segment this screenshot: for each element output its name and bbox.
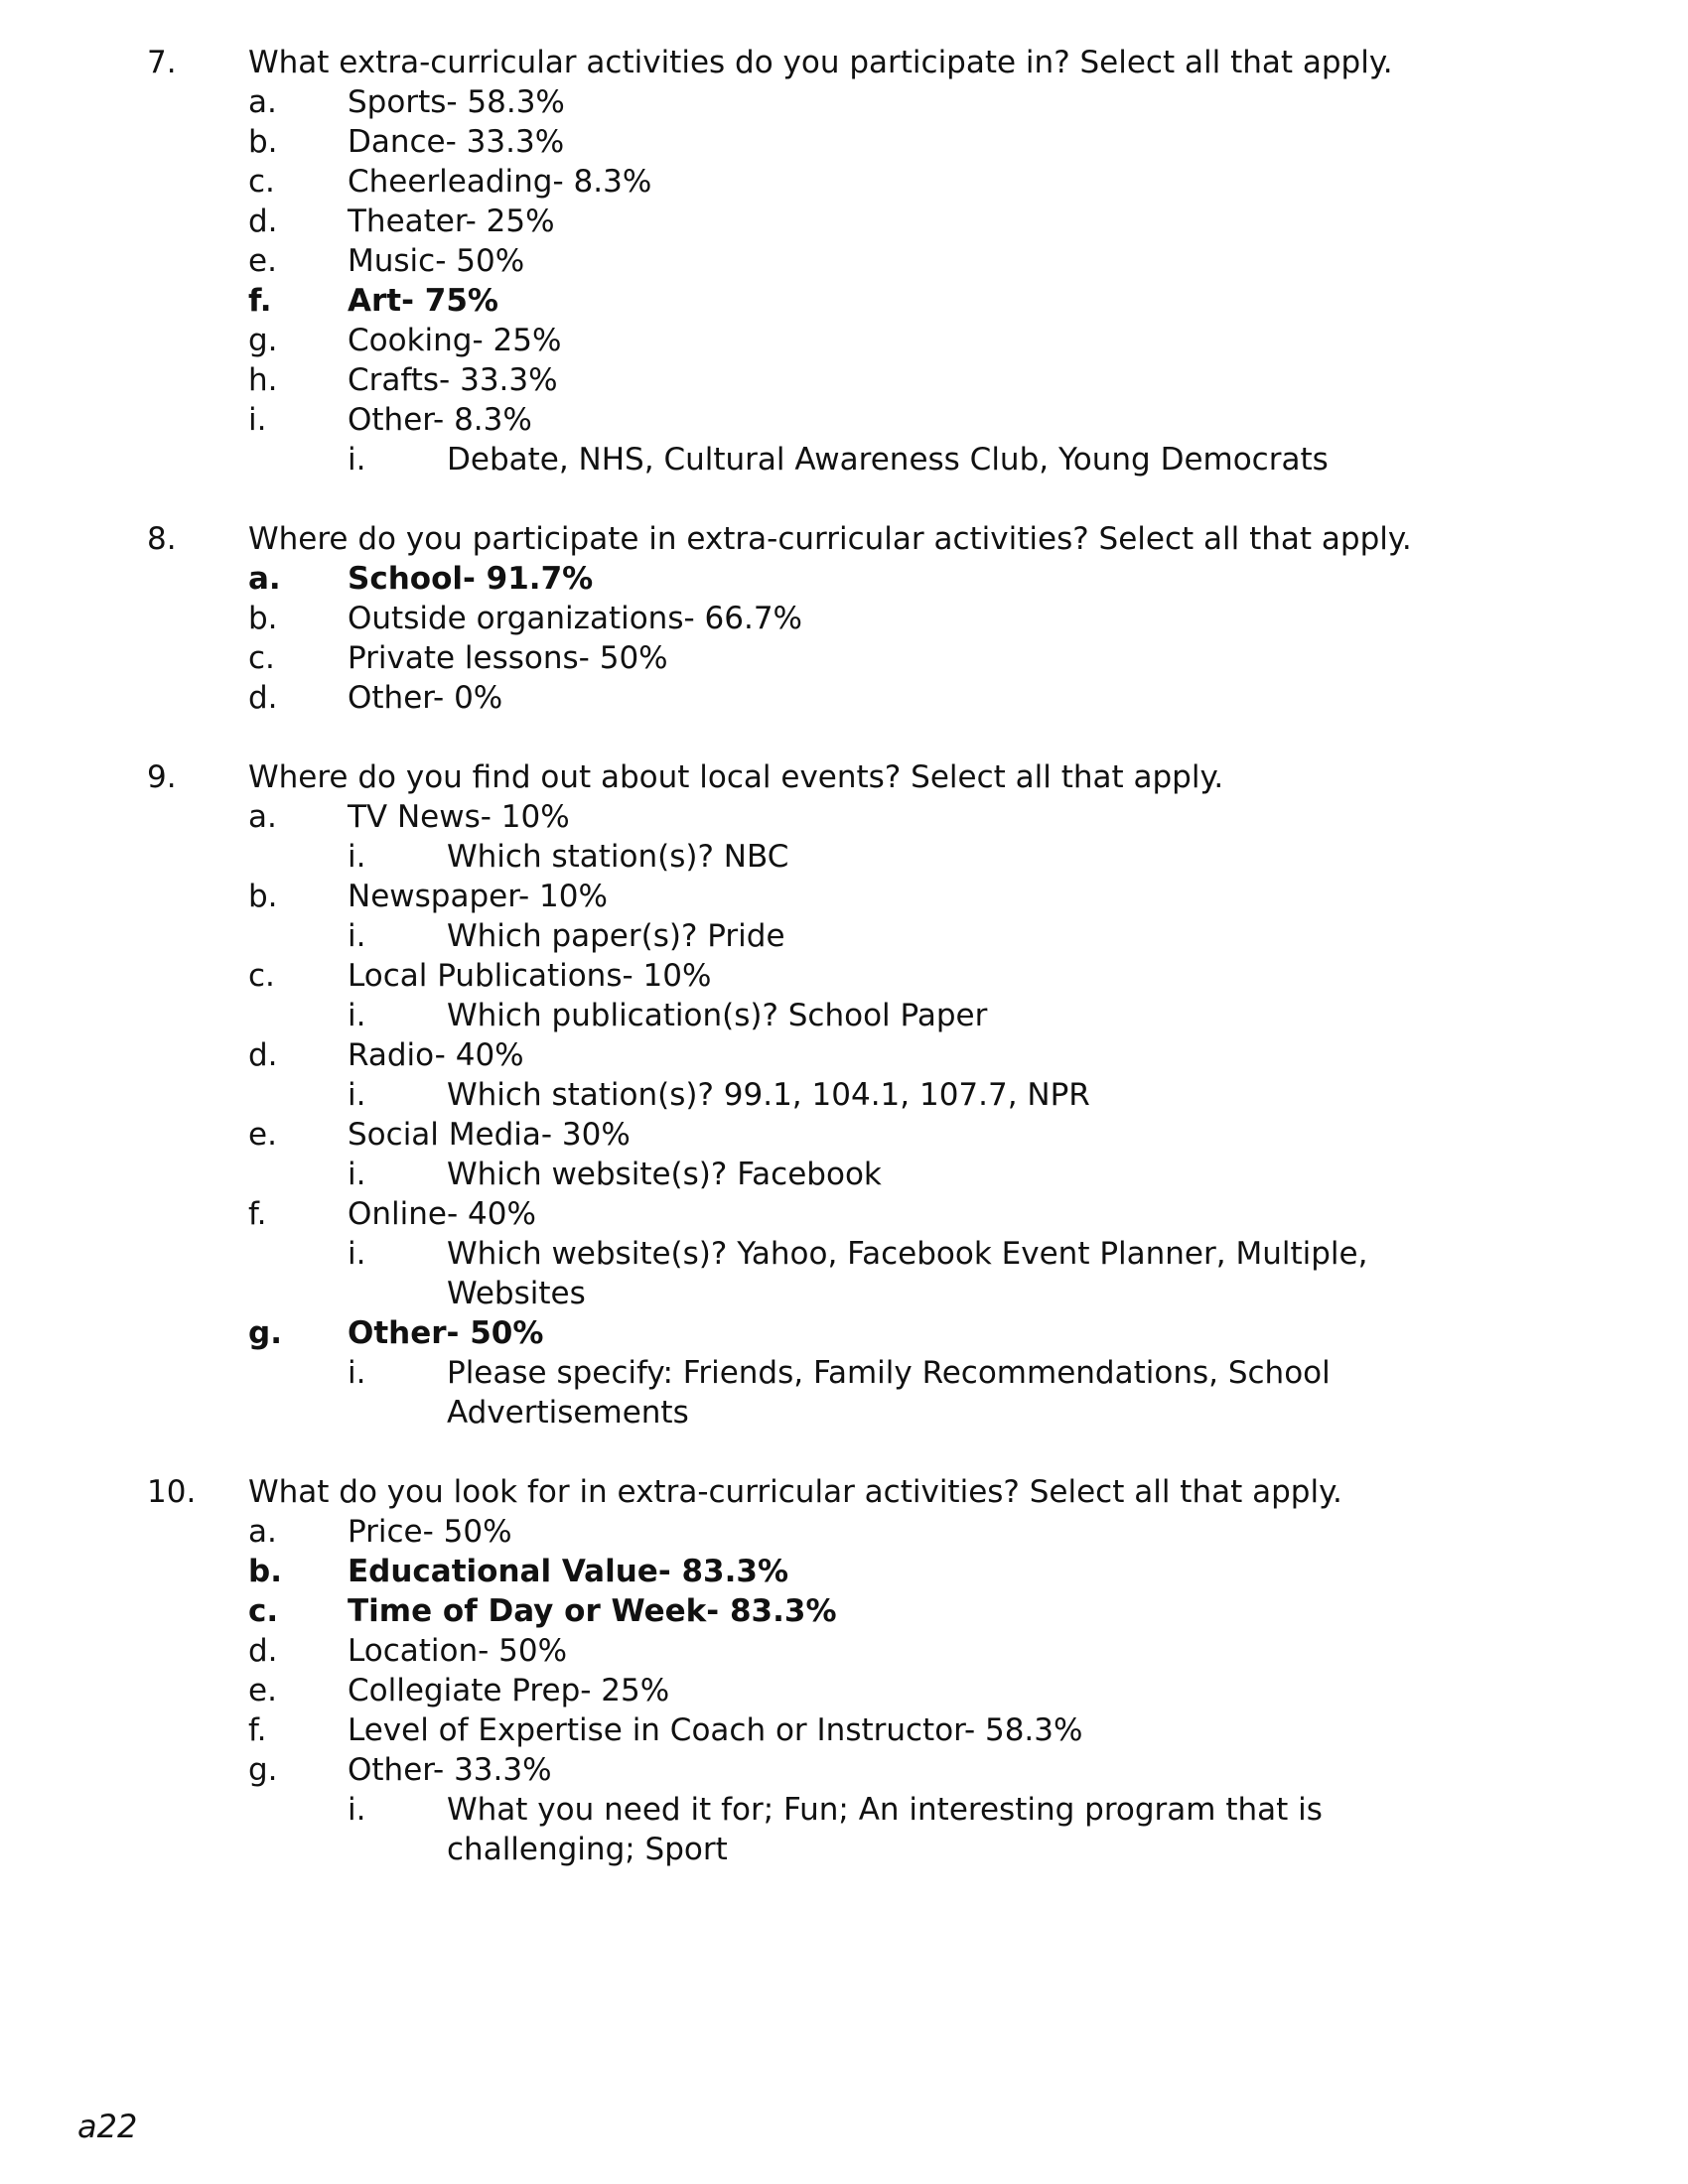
- sub-text: Websites: [447, 1276, 586, 1311]
- option-item: [0, 1035, 1688, 1075]
- sub-item-continuation: [0, 1274, 1688, 1313]
- sub-item-continuation: [0, 1830, 1688, 1869]
- question-text: What extra-curricular activities do you participate in? Select all that apply.: [248, 45, 1393, 80]
- sub-text: Which website(s)? Yahoo, Facebook Event Planner, Multiple,: [447, 1236, 1368, 1272]
- sub-item: [0, 1353, 1688, 1393]
- option-text: Dance- 33.3%: [348, 124, 565, 160]
- question-number: 10.: [147, 1474, 197, 1510]
- question-text: Where do you find out about local events? Select all that apply.: [248, 759, 1224, 795]
- option-marker: d.: [248, 204, 278, 239]
- spacer: [0, 479, 1688, 519]
- option-item: [0, 1750, 1688, 1790]
- option-text: Newspaper- 10%: [348, 879, 608, 914]
- option-marker: c.: [248, 640, 275, 676]
- option-item: [0, 678, 1688, 718]
- sub-marker: i.: [348, 1077, 366, 1113]
- option-item: [0, 1115, 1688, 1155]
- option-text: Other- 8.3%: [348, 402, 532, 438]
- sub-text: Which paper(s)? Pride: [447, 918, 785, 954]
- option-marker: f.: [248, 1196, 267, 1232]
- sub-marker: i.: [348, 998, 366, 1033]
- option-text: Art- 75%: [348, 283, 498, 319]
- option-text: Cooking- 25%: [348, 323, 562, 358]
- sub-text: Which station(s)? 99.1, 104.1, 107.7, NPR: [447, 1077, 1090, 1113]
- option-text: Level of Expertise in Coach or Instructor- 58.3%: [348, 1712, 1083, 1748]
- sub-item: [0, 1075, 1688, 1115]
- sub-marker: i.: [348, 1355, 366, 1391]
- option-item: [0, 162, 1688, 202]
- question-number: 9.: [147, 759, 177, 795]
- option-text: Radio- 40%: [348, 1037, 524, 1073]
- sub-item-continuation: [0, 1393, 1688, 1433]
- option-marker: b.: [248, 601, 278, 636]
- option-marker: d.: [248, 680, 278, 716]
- option-text: Crafts- 33.3%: [348, 362, 558, 398]
- option-text: TV News- 10%: [348, 799, 570, 835]
- option-text: Time of Day or Week- 83.3%: [348, 1593, 837, 1629]
- option-marker: c.: [248, 958, 275, 994]
- sub-text: Debate, NHS, Cultural Awareness Club, Young Democrats: [447, 442, 1329, 478]
- question-8: [0, 519, 1688, 559]
- sub-item: [0, 837, 1688, 877]
- option-text: Sports- 58.3%: [348, 84, 565, 120]
- question-text: Where do you participate in extra-curricular activities? Select all that apply.: [248, 521, 1412, 557]
- option-marker: e.: [248, 243, 277, 279]
- question-text: What do you look for in extra-curricular activities? Select all that apply.: [248, 1474, 1342, 1510]
- option-marker: e.: [248, 1117, 277, 1153]
- option-text: Outside organizations- 66.7%: [348, 601, 802, 636]
- sub-marker: i.: [348, 1157, 366, 1192]
- option-marker: a.: [248, 799, 277, 835]
- option-marker: f.: [248, 1712, 267, 1748]
- option-marker: h.: [248, 362, 278, 398]
- option-text: Private lessons- 50%: [348, 640, 668, 676]
- option-marker: c.: [248, 1593, 279, 1629]
- option-item: [0, 1710, 1688, 1750]
- sub-marker: i.: [348, 1792, 366, 1828]
- option-text: Other- 0%: [348, 680, 503, 716]
- sub-item: [0, 996, 1688, 1035]
- option-marker: i.: [248, 402, 267, 438]
- question-7: [0, 43, 1688, 82]
- option-text: Online- 40%: [348, 1196, 536, 1232]
- option-item: [0, 321, 1688, 360]
- option-item: [0, 599, 1688, 638]
- question-number: 7.: [147, 45, 177, 80]
- option-text: Music- 50%: [348, 243, 525, 279]
- option-item: [0, 1631, 1688, 1671]
- option-text: Other- 33.3%: [348, 1752, 552, 1788]
- option-item-top-answer: [0, 559, 1688, 599]
- sub-marker: i.: [348, 918, 366, 954]
- page-number: a22: [77, 2108, 138, 2145]
- option-marker: c.: [248, 164, 275, 200]
- option-text: Local Publications- 10%: [348, 958, 712, 994]
- sub-item: [0, 1155, 1688, 1194]
- option-text: School- 91.7%: [348, 561, 594, 597]
- sub-text: Which website(s)? Facebook: [447, 1157, 882, 1192]
- option-text: Location- 50%: [348, 1633, 568, 1669]
- sub-marker: i.: [348, 1236, 366, 1272]
- option-item: [0, 122, 1688, 162]
- option-item: [0, 956, 1688, 996]
- option-text: Price- 50%: [348, 1514, 512, 1550]
- option-item: [0, 877, 1688, 916]
- sub-item: [0, 1234, 1688, 1274]
- option-item: [0, 241, 1688, 281]
- option-marker: a.: [248, 1514, 277, 1550]
- option-item: [0, 82, 1688, 122]
- option-marker: d.: [248, 1633, 278, 1669]
- option-marker: g.: [248, 1315, 282, 1351]
- option-item: [0, 202, 1688, 241]
- option-item: [0, 1194, 1688, 1234]
- option-item: [0, 797, 1688, 837]
- option-marker: b.: [248, 124, 278, 160]
- option-marker: f.: [248, 283, 272, 319]
- question-9: [0, 757, 1688, 797]
- option-marker: g.: [248, 1752, 278, 1788]
- option-item: [0, 400, 1688, 440]
- option-marker: d.: [248, 1037, 278, 1073]
- option-item: [0, 1512, 1688, 1552]
- sub-marker: i.: [348, 442, 366, 478]
- sub-item: [0, 440, 1688, 479]
- option-text: Other- 50%: [348, 1315, 544, 1351]
- spacer: [0, 718, 1688, 757]
- option-item-top-answer: [0, 1313, 1688, 1353]
- sub-text: Please specify: Friends, Family Recommendations, School: [447, 1355, 1331, 1391]
- option-text: Cheerleading- 8.3%: [348, 164, 652, 200]
- option-item: [0, 638, 1688, 678]
- option-text: Collegiate Prep- 25%: [348, 1673, 670, 1708]
- sub-text: What you need it for; Fun; An interesting program that is: [447, 1792, 1323, 1828]
- sub-text: Which station(s)? NBC: [447, 839, 789, 875]
- option-marker: e.: [248, 1673, 277, 1708]
- sub-item: [0, 916, 1688, 956]
- option-text: Educational Value- 83.3%: [348, 1554, 789, 1589]
- sub-text: Advertisements: [447, 1395, 689, 1431]
- option-item-top-answer: [0, 1552, 1688, 1591]
- option-marker: a.: [248, 561, 281, 597]
- question-10: [0, 1472, 1688, 1512]
- option-marker: g.: [248, 323, 278, 358]
- option-item: [0, 360, 1688, 400]
- option-marker: b.: [248, 1554, 282, 1589]
- option-item-top-answer: [0, 281, 1688, 321]
- sub-text: Which publication(s)? School Paper: [447, 998, 988, 1033]
- option-item-top-answer: [0, 1591, 1688, 1631]
- spacer: [0, 1433, 1688, 1472]
- question-number: 8.: [147, 521, 177, 557]
- survey-document: [0, 43, 1688, 1869]
- option-item: [0, 1671, 1688, 1710]
- sub-item: [0, 1790, 1688, 1830]
- option-marker: b.: [248, 879, 278, 914]
- option-text: Theater- 25%: [348, 204, 555, 239]
- sub-text: challenging; Sport: [447, 1832, 728, 1867]
- option-text: Social Media- 30%: [348, 1117, 631, 1153]
- sub-marker: i.: [348, 839, 366, 875]
- option-marker: a.: [248, 84, 277, 120]
